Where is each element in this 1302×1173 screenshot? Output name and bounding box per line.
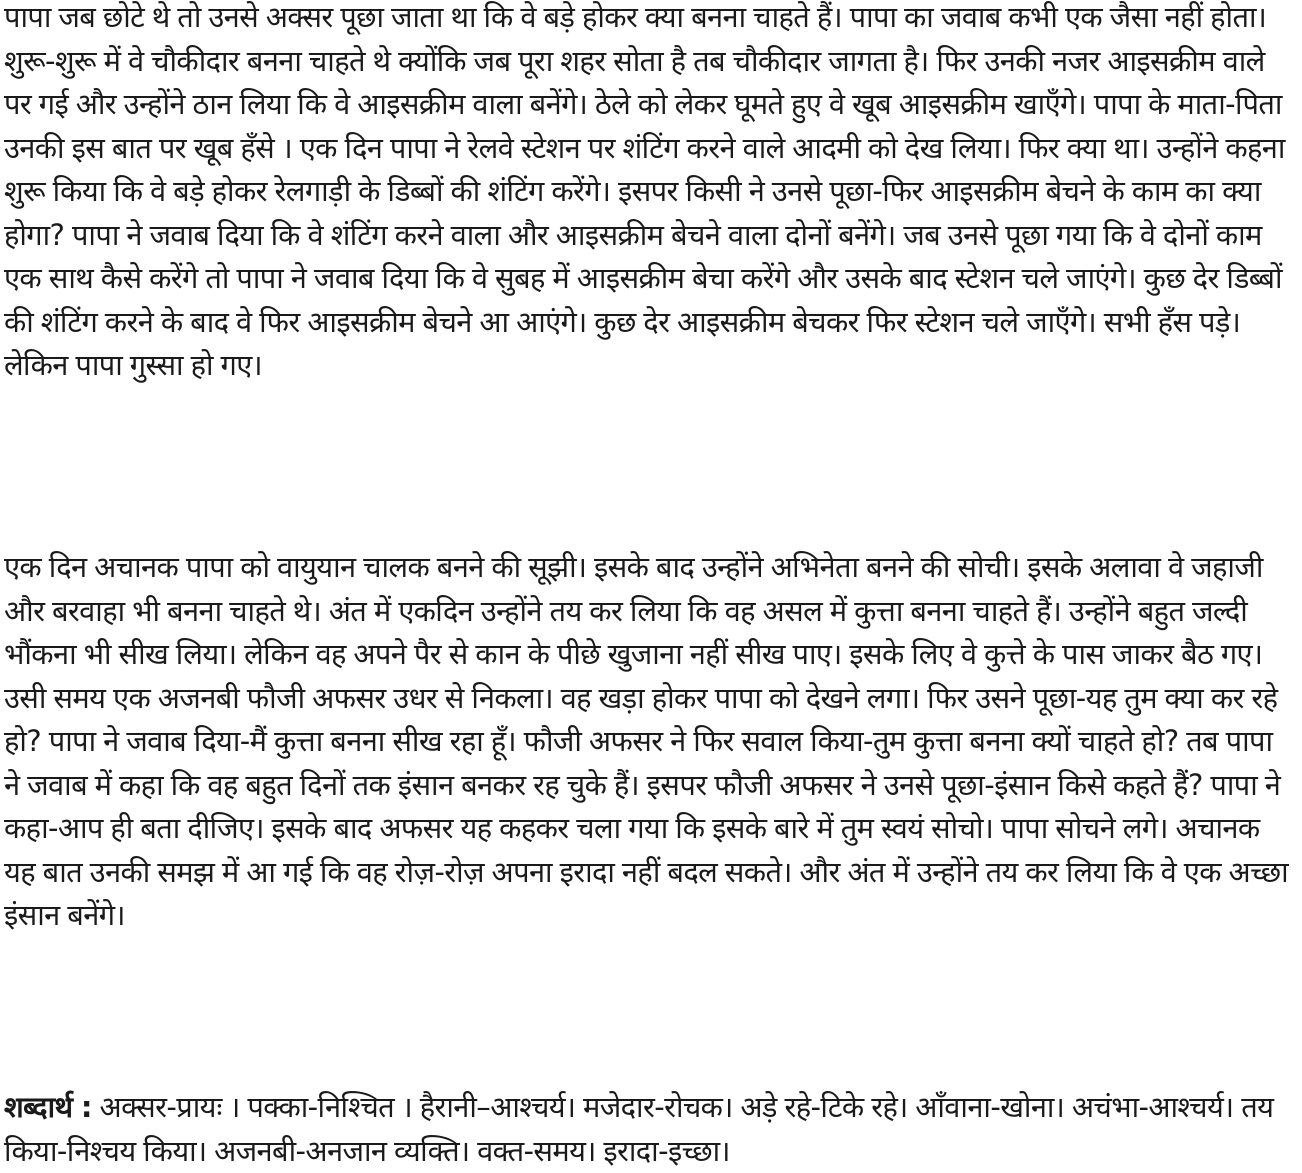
paragraph-2: एक दिन अचानक पापा को वायुयान चालक बनने की सूझी। इसके बाद उन्होंने अभिनेता बनने की सोची। इसके अलावा वे जहाजी और बरवाहा भी बनना चाहते थे। अंत में एकदिन उन्होंने तय कर लिया कि वह असल में कुत्ता बनना चाहते हैं। उन्होंने बहुत जल्दी भौंकना भी सीख लिया। लेकिन वह अपने पैर से कान के पीछे खुजाना नहीं सीख पाए। इसके लिए वे कुत्ते के पास जाकर बैठ गए। उसी समय एक अजनबी फौजी अफसर उधर से निकला। वह खड़ा होकर पापा को देखने लगा। फिर उसने पूछा-यह तुम क्या कर रहे हो? पापा ने जवाब दिया-मैं कुत्ता बनना सीख रहा हूँ। फौजी अफसर ने फिर सवाल किया-तुम कुत्ता बनना क्यों चाहते हो? तब पापा ने जवाब में कहा कि वह बहुत दिनों तक इंसान बनकर रह चुके हैं। इसपर फौजी अफसर ने उनसे पूछा-इंसान किसे कहते हैं? पापा ने कहा-आप ही बता दीजिए। इसके बाद अफसर यह कहकर चला गया कि इसके बारे में तुम स्वयं सोचो। पापा सोचने लगे। अचानक यह बात उनकी समझ में आ गई कि वह रोज़-रोज़ अपना इरादा नहीं बदल सकते। और अंत में उन्होंने तय कर लिया कि वे एक अच्छा इंसान बनेंगे। (4, 550, 1288, 932)
paragraph-1: पापा जब छोटे थे तो उनसे अक्सर पूछा जाता था कि वे बड़े होकर क्या बनना चाहते हैं। पापा का जवाब कभी एक जैसा नहीं होता। शुरू-शुरू में वे चौकीदार बनना चाहते थे क्योंकि जब पूरा शहर सोता है तब चौकीदार जागता है। फिर उनकी नजर आइसक्रीम वाले पर गई और उन्होंने ठान लिया कि वे आइसक्रीम वाला बनेंगे। ठेले को लेकर घूमते हुए वे खूब आइसक्रीम खाएँगे। पापा के माता-पिता उनकी इस बात पर खूब हँसे । एक दिन पापा ने रेलवे स्टेशन पर शंटिंग करने वाले आदमी को देख लिया। फिर क्या था। उन्होंने कहना शुरू किया कि वे बड़े होकर रेलगाड़ी के डिब्बों की शंटिंग करेंगे। इसपर किसी ने उनसे पूछा-फिर आइसक्रीम बेचने के काम का क्या होगा? पापा ने जवाब दिया कि वे शंटिंग करने वाला और आइसक्रीम बेचने वाला दोनों बनेंगे। जब उनसे पूछा गया कि वे दोनों काम एक साथ कैसे करेंगे तो पापा ने जवाब दिया कि वे सुबह में आइसक्रीम बेचा करेंगे और उसके बाद स्टेशन चले जाएंगे। कुछ देर डिब्बों की शंटिंग करने के बाद वे फिर आइसक्रीम बेचने आ आएंगे। कुछ देर आइसक्रीम बेचकर फिर स्टेशन चले जाएँगे। सभी हँस पड़े। लेकिन पापा गुस्सा हो गए। (4, 0, 1285, 382)
glossary (4, 1086, 1294, 1173)
glossary-text: अक्सर-प्रायः । पक्का-निश्चित । हैरानी–आश्चर्य। मजेदार-रोचक। अड़े रहे-टिके रहे। आँवाना-खोना। अचंभा-आश्चर्य। तय किया-निश्चय किया। अजनबी-अनजान व्यक्ति। वक्त-समय। इरादा-इच्छा। (4, 1090, 1274, 1168)
glossary-label: शब्दार्थ : (4, 1090, 92, 1124)
